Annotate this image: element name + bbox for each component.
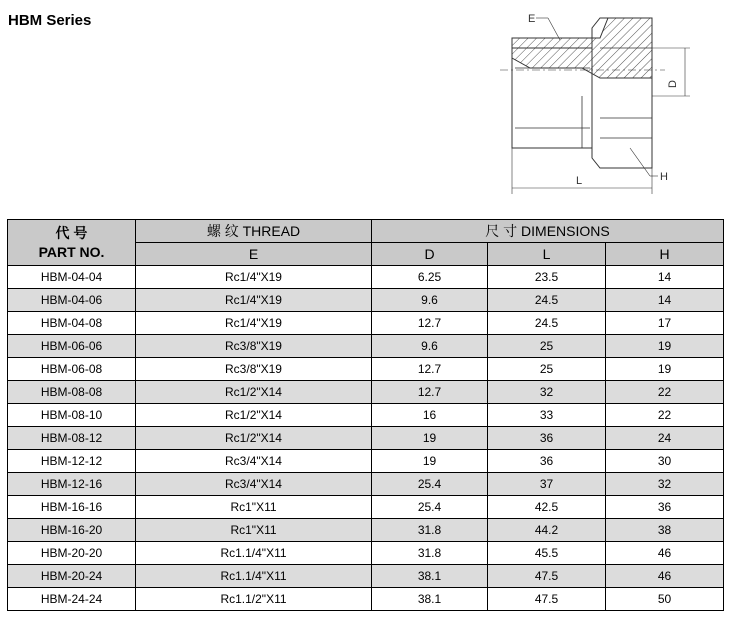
cell-part: HBM-20-20 bbox=[8, 542, 136, 565]
cell-h: 46 bbox=[606, 565, 724, 588]
cell-l: 23.5 bbox=[488, 266, 606, 289]
cell-h: 19 bbox=[606, 335, 724, 358]
cell-part: HBM-24-24 bbox=[8, 588, 136, 611]
cell-l: 25 bbox=[488, 335, 606, 358]
table-row bbox=[8, 427, 724, 450]
cell-part: HBM-06-08 bbox=[8, 358, 136, 381]
header-col-l: L bbox=[488, 243, 606, 266]
cell-e: Rc1/2"X14 bbox=[136, 427, 372, 450]
cell-part: HBM-16-20 bbox=[8, 519, 136, 542]
table-row bbox=[8, 381, 724, 404]
header-part-cn: 代 号 bbox=[55, 224, 88, 241]
header-col-d: D bbox=[372, 243, 488, 266]
cell-d: 31.8 bbox=[372, 542, 488, 565]
label-h: H bbox=[660, 171, 668, 183]
cell-part: HBM-06-06 bbox=[8, 335, 136, 358]
cell-d: 25.4 bbox=[372, 496, 488, 519]
header-thread: 螺 纹 THREAD bbox=[136, 220, 372, 243]
cell-h: 14 bbox=[606, 289, 724, 312]
table-row bbox=[8, 542, 724, 565]
cell-h: 14 bbox=[606, 266, 724, 289]
cell-l: 25 bbox=[488, 358, 606, 381]
cell-e: Rc3/4"X14 bbox=[136, 473, 372, 496]
cell-l: 47.5 bbox=[488, 565, 606, 588]
cell-l: 42.5 bbox=[488, 496, 606, 519]
cell-d: 12.7 bbox=[372, 312, 488, 335]
header-col-h: H bbox=[606, 243, 724, 266]
cell-l: 24.5 bbox=[488, 289, 606, 312]
table-row bbox=[8, 358, 724, 381]
header-part-en: PART NO. bbox=[38, 243, 105, 260]
cell-e: Rc1.1/2"X11 bbox=[136, 588, 372, 611]
cell-e: Rc1/4"X19 bbox=[136, 312, 372, 335]
cell-h: 46 bbox=[606, 542, 724, 565]
cell-part: HBM-08-12 bbox=[8, 427, 136, 450]
fitting-drawing bbox=[490, 8, 710, 198]
cell-l: 32 bbox=[488, 381, 606, 404]
cell-l: 24.5 bbox=[488, 312, 606, 335]
cell-l: 33 bbox=[488, 404, 606, 427]
cell-part: HBM-12-12 bbox=[8, 450, 136, 473]
cell-l: 47.5 bbox=[488, 588, 606, 611]
cell-l: 44.2 bbox=[488, 519, 606, 542]
cell-e: Rc1/2"X14 bbox=[136, 404, 372, 427]
header-dimensions: 尺 寸 DIMENSIONS bbox=[372, 220, 724, 243]
label-l: L bbox=[576, 175, 583, 187]
cell-part: HBM-08-08 bbox=[8, 381, 136, 404]
cell-d: 38.1 bbox=[372, 565, 488, 588]
table-row bbox=[8, 588, 724, 611]
cell-e: Rc1.1/4"X11 bbox=[136, 542, 372, 565]
cell-part: HBM-04-04 bbox=[8, 266, 136, 289]
cell-part: HBM-04-06 bbox=[8, 289, 136, 312]
cell-part: HBM-04-08 bbox=[8, 312, 136, 335]
cell-h: 38 bbox=[606, 519, 724, 542]
page-title: HBM Series bbox=[8, 12, 92, 29]
cell-part: HBM-08-10 bbox=[8, 404, 136, 427]
cell-l: 36 bbox=[488, 427, 606, 450]
cell-d: 6.25 bbox=[372, 266, 488, 289]
label-e: E bbox=[528, 13, 536, 25]
header-part-no bbox=[8, 220, 136, 266]
cell-h: 32 bbox=[606, 473, 724, 496]
cell-d: 19 bbox=[372, 450, 488, 473]
cell-e: Rc3/8"X19 bbox=[136, 358, 372, 381]
cell-d: 9.6 bbox=[372, 289, 488, 312]
table-row bbox=[8, 473, 724, 496]
cell-h: 36 bbox=[606, 496, 724, 519]
cell-e: Rc1"X11 bbox=[136, 496, 372, 519]
cell-e: Rc3/4"X14 bbox=[136, 450, 372, 473]
cell-d: 38.1 bbox=[372, 588, 488, 611]
cell-d: 25.4 bbox=[372, 473, 488, 496]
table-row bbox=[8, 565, 724, 588]
cell-h: 19 bbox=[606, 358, 724, 381]
cell-e: Rc1"X11 bbox=[136, 519, 372, 542]
cell-d: 12.7 bbox=[372, 358, 488, 381]
cell-e: Rc1/4"X19 bbox=[136, 266, 372, 289]
cell-d: 12.7 bbox=[372, 381, 488, 404]
cell-l: 37 bbox=[488, 473, 606, 496]
cell-h: 17 bbox=[606, 312, 724, 335]
cell-h: 30 bbox=[606, 450, 724, 473]
label-d: D bbox=[667, 80, 679, 88]
cell-l: 45.5 bbox=[488, 542, 606, 565]
table-row bbox=[8, 450, 724, 473]
table-row bbox=[8, 404, 724, 427]
cell-d: 31.8 bbox=[372, 519, 488, 542]
cell-part: HBM-16-16 bbox=[8, 496, 136, 519]
cell-d: 16 bbox=[372, 404, 488, 427]
cell-e: Rc3/8"X19 bbox=[136, 335, 372, 358]
table-row bbox=[8, 496, 724, 519]
table-row bbox=[8, 335, 724, 358]
spec-table bbox=[7, 219, 724, 611]
table-row bbox=[8, 519, 724, 542]
cell-h: 22 bbox=[606, 404, 724, 427]
table-row bbox=[8, 289, 724, 312]
table-row bbox=[8, 312, 724, 335]
cell-part: HBM-12-16 bbox=[8, 473, 136, 496]
cell-d: 9.6 bbox=[372, 335, 488, 358]
cell-e: Rc1/4"X19 bbox=[136, 289, 372, 312]
cell-d: 19 bbox=[372, 427, 488, 450]
cell-h: 50 bbox=[606, 588, 724, 611]
cell-l: 36 bbox=[488, 450, 606, 473]
table-row bbox=[8, 266, 724, 289]
cell-e: Rc1.1/4"X11 bbox=[136, 565, 372, 588]
cell-h: 24 bbox=[606, 427, 724, 450]
cell-e: Rc1/2"X14 bbox=[136, 381, 372, 404]
cell-h: 22 bbox=[606, 381, 724, 404]
cell-part: HBM-20-24 bbox=[8, 565, 136, 588]
header-col-e: E bbox=[136, 243, 372, 266]
